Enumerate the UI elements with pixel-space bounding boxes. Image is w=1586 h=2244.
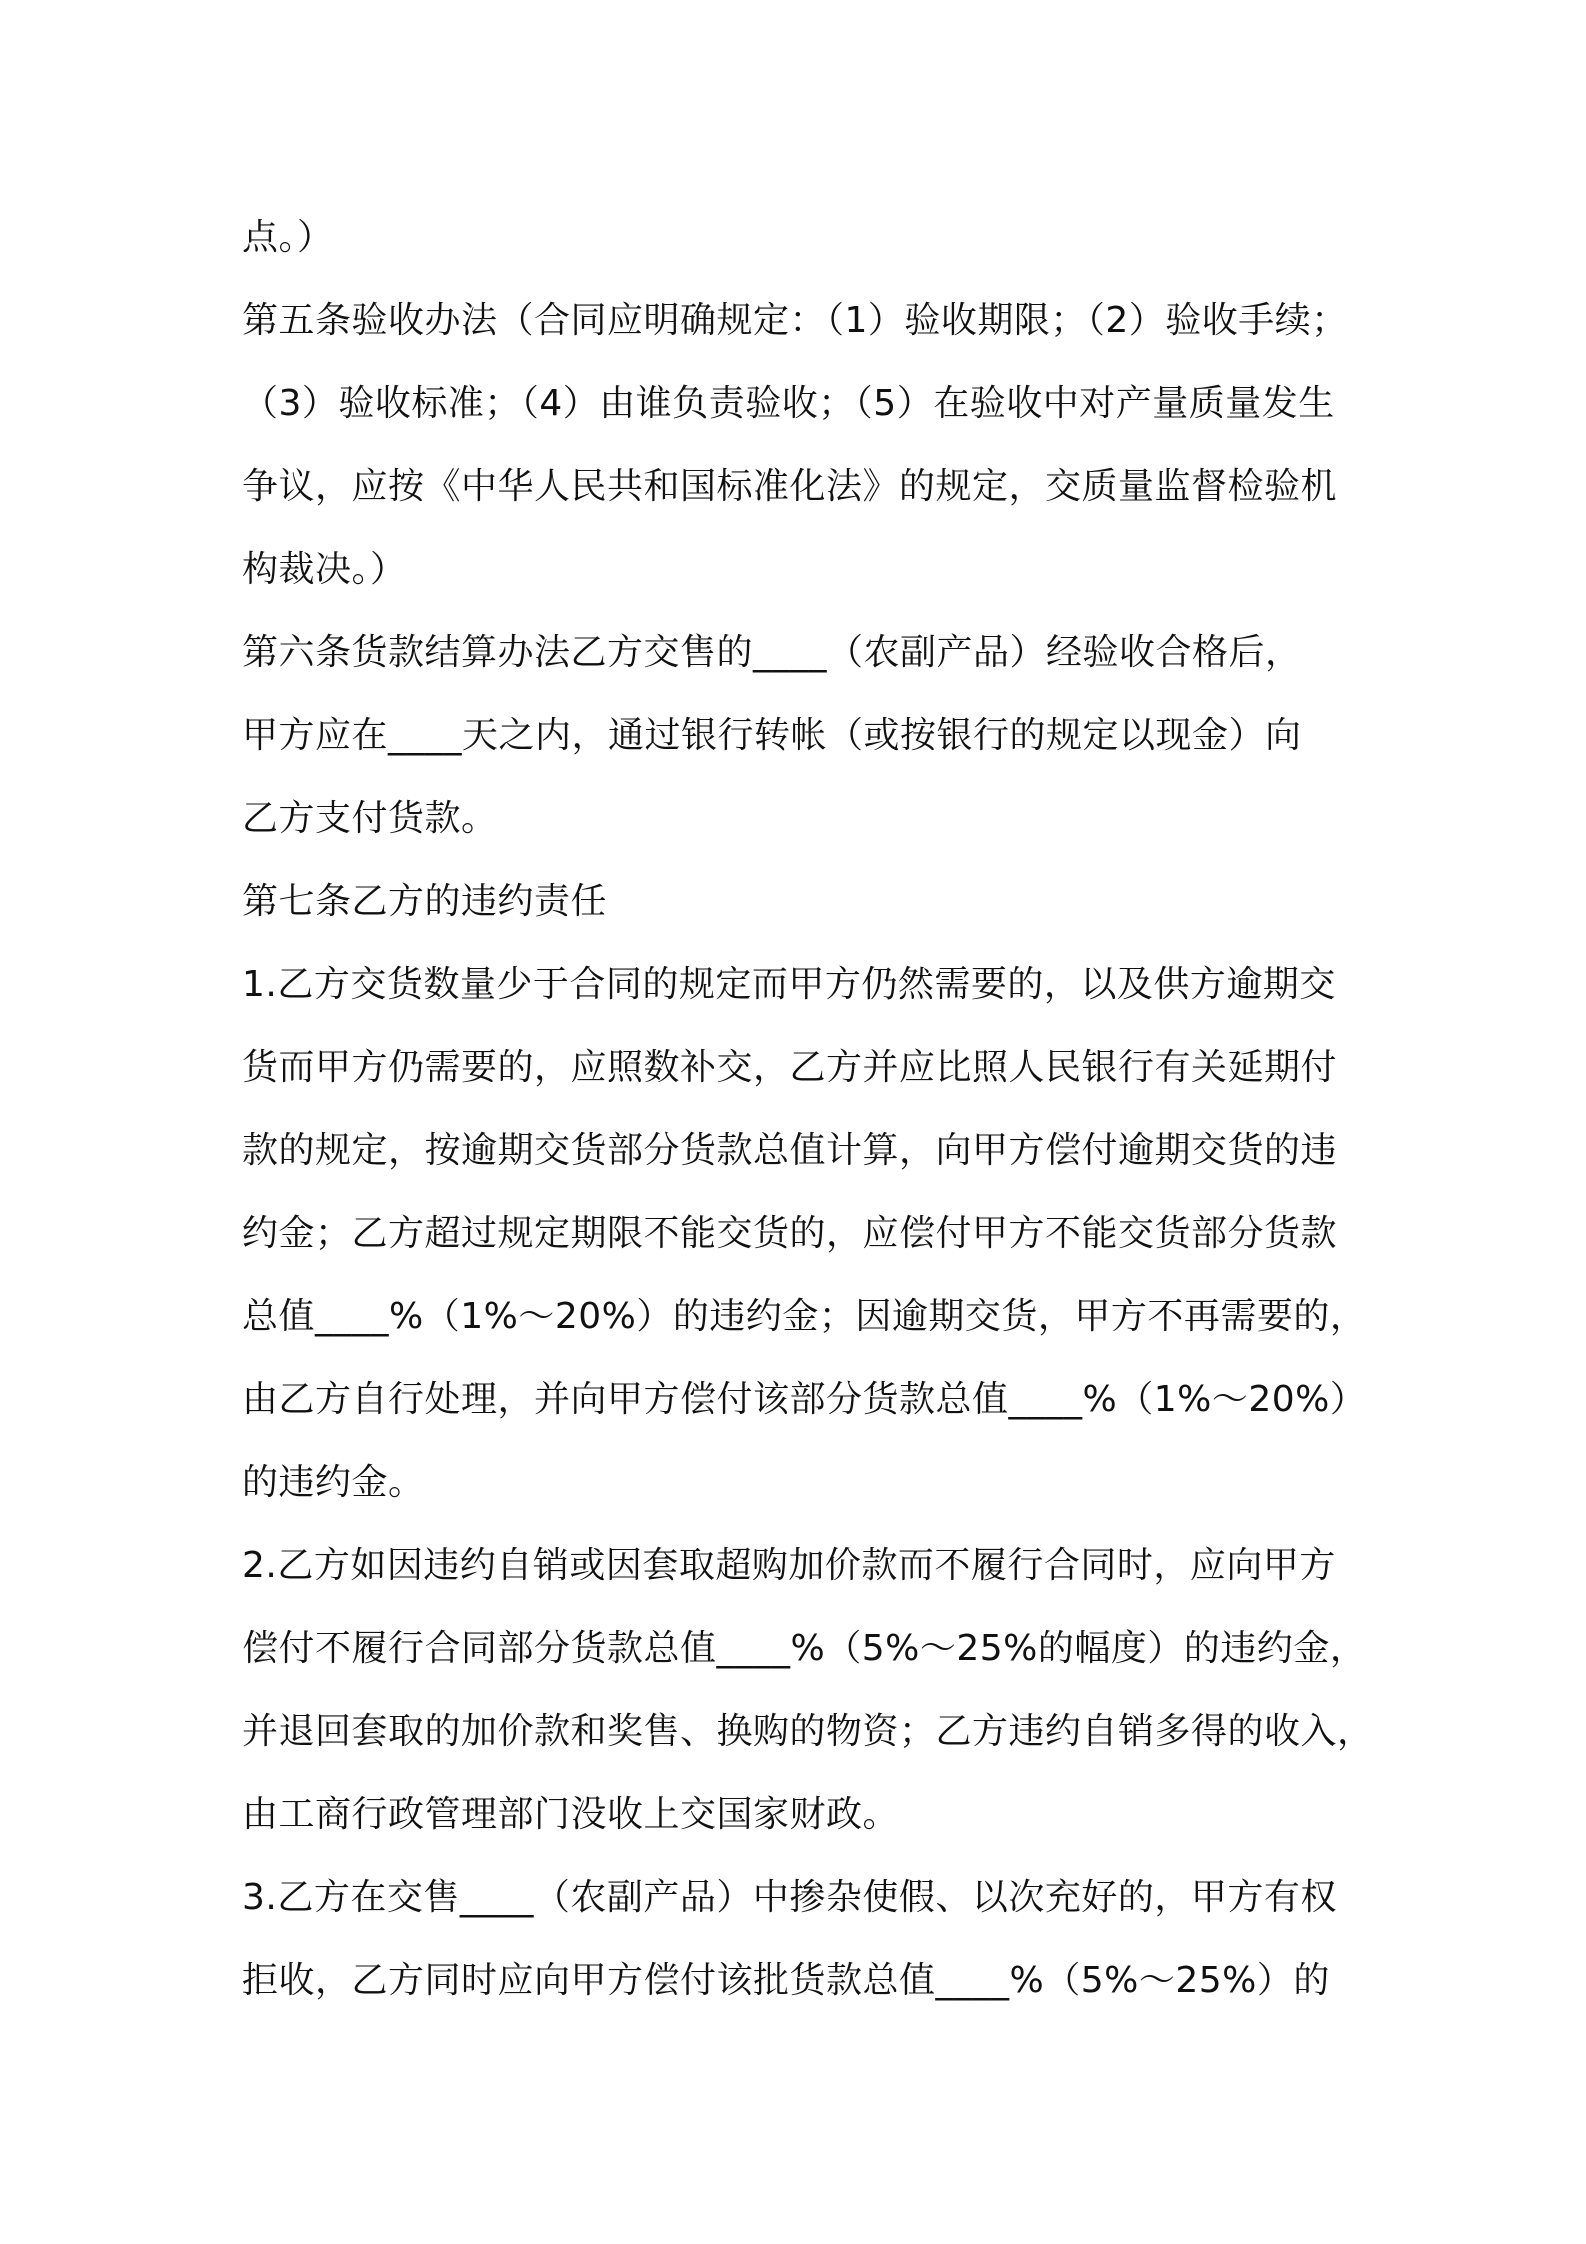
text-line: 点。） xyxy=(242,217,334,258)
text-line: 总值____%（1%～20%）的违约金；因逾期交货，甲方不再需要的， xyxy=(242,1296,1367,1337)
text-line: 2.乙方如因违约自销或因套取超购加价款而不履行合同时，应向甲方 xyxy=(242,1545,1336,1586)
text-line: 1.乙方交货数量少于合同的规定而甲方仍然需要的，以及供方逾期交 xyxy=(242,964,1336,1005)
text-line: 货而甲方仍需要的，应照数补交，乙方并应比照人民银行有关延期付 xyxy=(242,1047,1338,1088)
text-line: 乙方支付货款。 xyxy=(242,798,498,839)
text-line: 的违约金。 xyxy=(242,1462,425,1503)
text-line: 第六条货款结算办法乙方交售的____（农副产品）经验收合格后， xyxy=(242,632,1302,673)
text-line: 第七条乙方的违约责任 xyxy=(242,881,608,922)
text-line: 争议，应按《中华人民共和国标准化法》的规定，交质量监督检验机 xyxy=(242,466,1338,507)
text-line: 甲方应在____天之内，通过银行转帐（或按银行的规定以现金）向 xyxy=(242,715,1302,756)
text-line: 偿付不履行合同部分货款总值____%（5%～25%的幅度）的违约金， xyxy=(242,1628,1367,1669)
text-line: 3.乙方在交售____（农副产品）中掺杂使假、以次充好的，甲方有权 xyxy=(242,1877,1337,1918)
text-line: 构裁决。） xyxy=(242,549,407,590)
text-line: 第五条验收办法（合同应明确规定：（1）验收期限；（2）验收手续； xyxy=(242,300,1348,341)
text-line: 由工商行政管理部门没收上交国家财政。 xyxy=(242,1794,900,1835)
text-line: 由乙方自行处理，并向甲方偿付该部分货款总值____%（1%～20%） xyxy=(242,1379,1367,1420)
text-line: 约金；乙方超过规定期限不能交货的，应偿付甲方不能交货部分货款 xyxy=(242,1213,1338,1254)
text-line: 款的规定，按逾期交货部分货款总值计算，向甲方偿付逾期交货的违 xyxy=(242,1130,1338,1171)
contract-text xyxy=(242,196,1374,2022)
text-line: 拒收，乙方同时应向甲方偿付该批货款总值____%（5%～25%）的 xyxy=(242,1960,1330,2001)
text-line: （3）验收标准；（4）由谁负责验收；（5）在验收中对产量质量发生 xyxy=(242,383,1335,424)
text-line: 并退回套取的加价款和奖售、换购的物资；乙方违约自销多得的收入， xyxy=(242,1711,1374,1752)
